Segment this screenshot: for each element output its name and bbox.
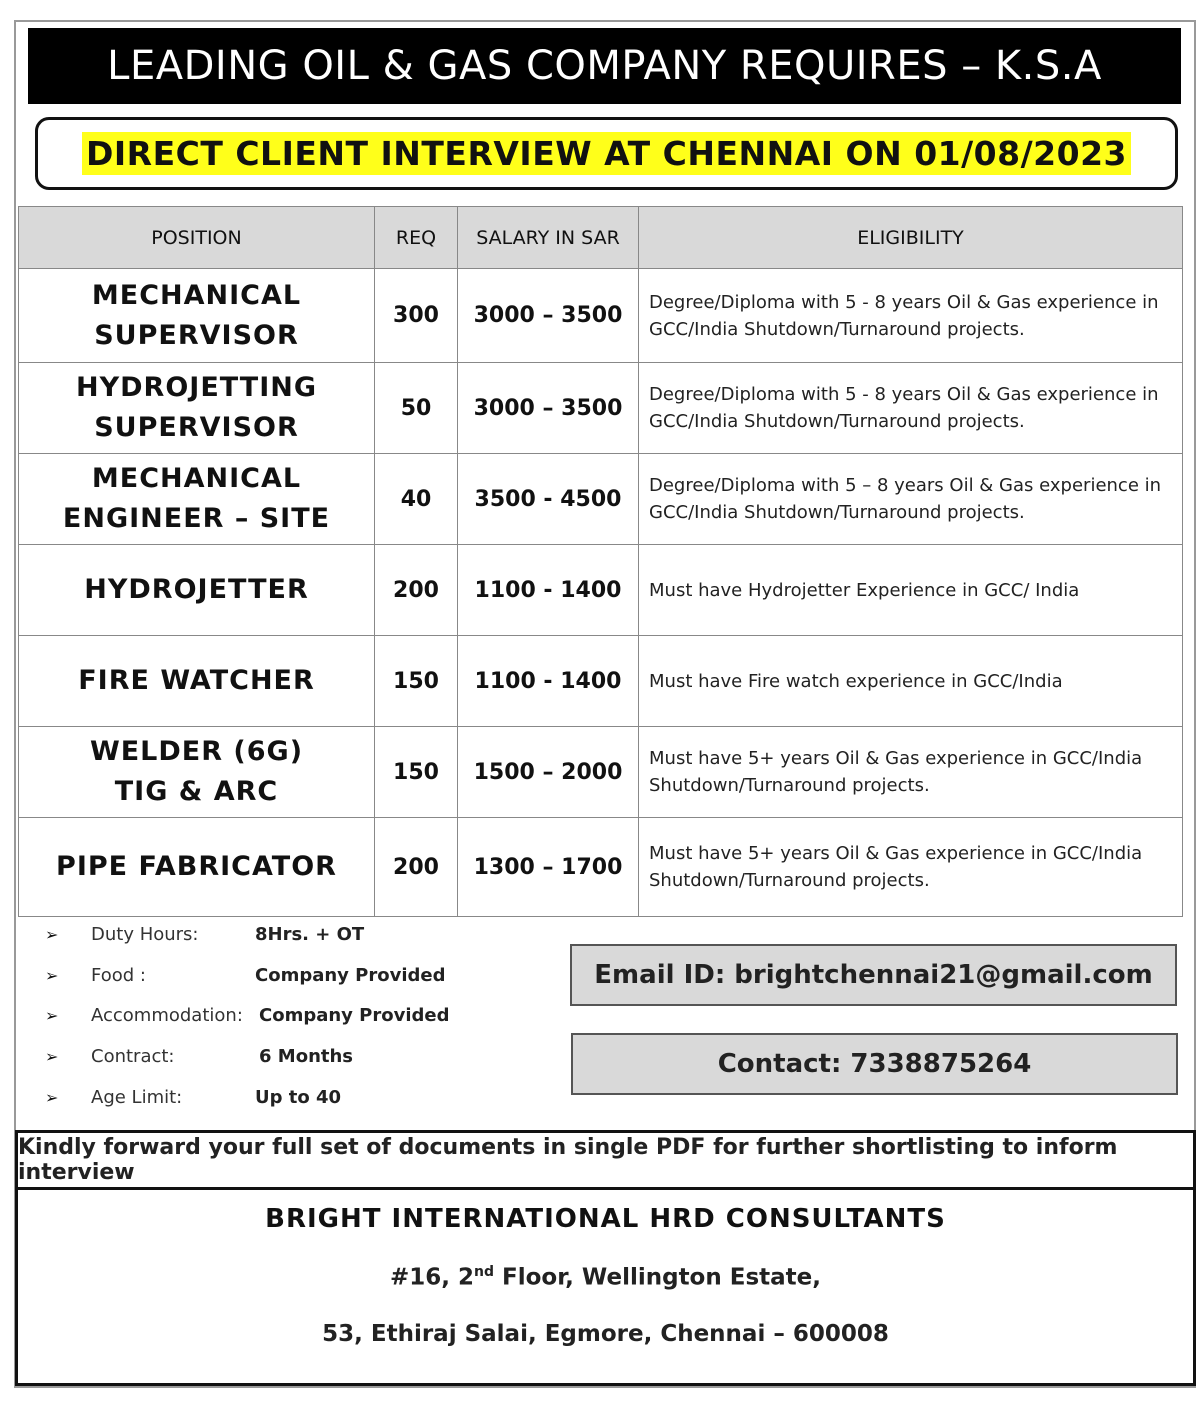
list-item xyxy=(45,995,465,1036)
position-line: MECHANICAL xyxy=(91,463,302,494)
benefit-label: Age Limit: xyxy=(91,1086,183,1108)
benefit-value: Company Provided xyxy=(255,964,446,986)
position-line: SUPERVISOR xyxy=(94,319,299,351)
arrow-bullet-icon: ➢ xyxy=(45,924,59,944)
table-row xyxy=(19,545,1183,636)
position-line: PIPE FABRICATOR xyxy=(56,851,337,882)
eligibility-cell: Must have Hydrojetter Experience in GCC/ India xyxy=(639,545,1183,636)
address-line-1 xyxy=(18,1264,1193,1291)
table-row xyxy=(19,636,1183,727)
table-row xyxy=(19,727,1183,818)
salary-cell: 3000 – 3500 xyxy=(458,363,639,454)
eligibility-cell: Must have 5+ years Oil & Gas experience in GCC/India Shutdown/Turnaround projects. xyxy=(639,727,1183,818)
position-line: SUPERVISOR xyxy=(94,412,299,443)
position-line: WELDER (6G) xyxy=(89,736,304,767)
req-cell: 200 xyxy=(375,545,458,636)
req-cell: 150 xyxy=(375,636,458,727)
benefit-value: 6 Months xyxy=(259,1045,354,1067)
table-row xyxy=(19,363,1183,454)
address-street: Floor, Wellington Estate, xyxy=(494,1264,821,1291)
position-cell xyxy=(19,269,375,363)
position-line: FIRE WATCHER xyxy=(78,665,315,696)
benefit-label: Food : xyxy=(91,964,146,986)
list-item xyxy=(45,914,465,955)
arrow-bullet-icon: ➢ xyxy=(45,965,59,985)
position-line: ENGINEER – SITE xyxy=(62,503,331,534)
table-header-row xyxy=(19,207,1183,269)
phone-box: Contact: 7338875264 xyxy=(571,1033,1178,1095)
email-box: Email ID: brightchennai21@gmail.com xyxy=(570,944,1177,1006)
company-name: BRIGHT INTERNATIONAL HRD CONSULTANTS xyxy=(265,1204,946,1234)
interview-text: DIRECT CLIENT INTERVIEW AT CHENNAI ON 01/08/2023 xyxy=(82,132,1131,175)
position-cell xyxy=(19,727,375,818)
jobs-table xyxy=(18,206,1183,917)
col-salary: SALARY IN SAR xyxy=(458,207,639,269)
table-row xyxy=(19,269,1183,363)
col-position: POSITION xyxy=(19,207,375,269)
forward-note: Kindly forward your full set of documents in single PDF for further shortlisting to inform interview xyxy=(15,1130,1196,1190)
position-cell xyxy=(19,818,375,917)
position-line: MECHANICAL xyxy=(91,279,302,311)
benefit-label: Contract: xyxy=(91,1045,175,1067)
interview-banner xyxy=(35,117,1178,190)
position-cell xyxy=(19,636,375,727)
list-item xyxy=(45,1077,465,1118)
salary-cell: 3000 – 3500 xyxy=(458,269,639,363)
salary-cell: 3500 - 4500 xyxy=(458,454,639,545)
req-cell: 50 xyxy=(375,363,458,454)
salary-cell: 1500 – 2000 xyxy=(458,727,639,818)
position-line: HYDROJETTER xyxy=(84,574,309,605)
position-cell xyxy=(19,545,375,636)
table-row xyxy=(19,454,1183,545)
benefit-value: Company Provided xyxy=(259,1005,450,1027)
position-line: TIG & ARC xyxy=(114,776,279,807)
col-eligibility: ELIGIBILITY xyxy=(639,207,1183,269)
req-cell: 150 xyxy=(375,727,458,818)
eligibility-cell: Must have 5+ years Oil & Gas experience in GCC/India Shutdown/Turnaround projects. xyxy=(639,818,1183,917)
table-row xyxy=(19,818,1183,917)
benefit-value: Up to 40 xyxy=(255,1086,342,1108)
benefit-label: Accommodation: xyxy=(91,1005,243,1027)
arrow-bullet-icon: ➢ xyxy=(45,1006,59,1026)
col-req: REQ xyxy=(375,207,458,269)
arrow-bullet-icon: ➢ xyxy=(45,1087,59,1107)
req-cell: 200 xyxy=(375,818,458,917)
position-cell xyxy=(19,363,375,454)
benefit-value: 8Hrs. + OT xyxy=(255,923,365,945)
req-cell: 40 xyxy=(375,454,458,545)
address-ordinal: nd xyxy=(474,1264,495,1280)
position-cell xyxy=(19,454,375,545)
address-number: #16, 2 xyxy=(389,1264,475,1291)
list-item xyxy=(45,955,465,996)
address-line-2: 53, Ethiraj Salai, Egmore, Chennai – 600008 xyxy=(322,1320,889,1347)
list-item xyxy=(45,1036,465,1077)
eligibility-cell: Must have Fire watch experience in GCC/India xyxy=(639,636,1183,727)
position-line: HYDROJETTING xyxy=(75,372,318,403)
req-cell: 300 xyxy=(375,269,458,363)
salary-cell: 1100 - 1400 xyxy=(458,545,639,636)
benefit-label: Duty Hours: xyxy=(91,923,199,945)
eligibility-cell: Degree/Diploma with 5 - 8 years Oil & Gas experience in GCC/India Shutdown/Turnaround projects. xyxy=(639,363,1183,454)
benefits-list xyxy=(45,914,465,1117)
eligibility-cell: Degree/Diploma with 5 - 8 years Oil & Gas experience in GCC/India Shutdown/Turnaround projects. xyxy=(639,269,1183,363)
salary-cell: 1300 – 1700 xyxy=(458,818,639,917)
company-footer xyxy=(15,1190,1196,1386)
arrow-bullet-icon: ➢ xyxy=(45,1046,59,1066)
page-title: LEADING OIL & GAS COMPANY REQUIRES – K.S.A xyxy=(28,28,1181,104)
salary-cell: 1100 - 1400 xyxy=(458,636,639,727)
eligibility-cell: Degree/Diploma with 5 – 8 years Oil & Gas experience in GCC/India Shutdown/Turnaround projects. xyxy=(639,454,1183,545)
